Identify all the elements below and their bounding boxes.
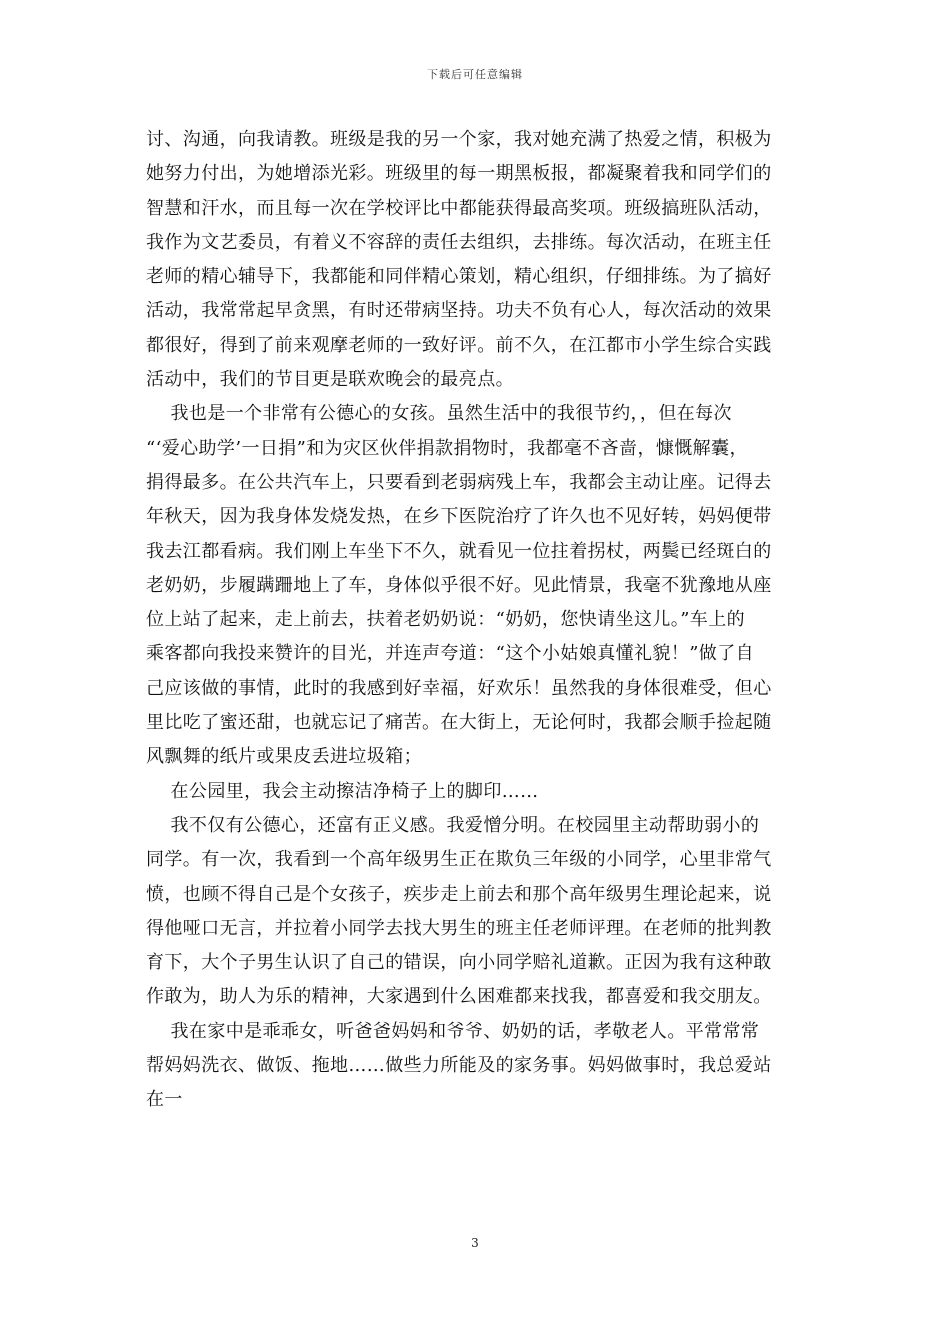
text-line: 活动，我常常起早贪黑，有时还带病坚持。功夫不负有心人，每次活动的效果 <box>146 300 772 322</box>
text-line: 育下，大个子男生认识了自己的错误，向小同学赔礼道歉。正因为我有这种敢 <box>146 952 772 974</box>
text-line: 捐得最多。在公共汽车上，只要看到老弱病残上车，我都会主动让座。记得去 <box>146 471 772 493</box>
text-line: 在公园里，我会主动擦洁净椅子上的脚印…… <box>146 780 539 802</box>
text-line: 活动中，我们的节目更是联欢晚会的最亮点。 <box>146 369 514 391</box>
text-line: 年秋天，因为我身体发烧发热，在乡下医院治疗了许久也不见好转，妈妈便带 <box>146 506 772 528</box>
text-line: 己应该做的事情，此时的我感到好幸福，好欢乐！虽然我的身体很难受，但心 <box>146 677 772 699</box>
text-line: 我不仅有公德心，还富有正义感。我爱憎分明。在校园里主动帮助弱小的 <box>146 814 760 836</box>
text-line: 讨、沟通，向我请教。班级是我的另一个家，我对她充满了热爱之情，积极为 <box>146 129 772 150</box>
text-line: 我在家中是乖乖女，听爸爸妈妈和爷爷、奶奶的话，孝敬老人。平常常常 <box>146 1020 760 1042</box>
text-line: 作敢为，助人为乐的精神，大家遇到什么困难都来找我，都喜爱和我交朋友。 <box>146 986 772 1008</box>
text-line: 得他哑口无言，并拉着小同学去找大男生的班主任老师评理。在老师的批判教 <box>146 917 772 939</box>
text-line: 帮妈妈洗衣、做饭、拖地……做些力所能及的家务事。妈妈做事时，我总爱站 <box>146 1055 772 1077</box>
text-line: 我去江都看病。我们刚上车坐下不久，就看见一位拄着拐杖，两鬓已经斑白的 <box>146 540 772 562</box>
text-line: 位上站了起来，走上前去，扶着老奶奶说：“奶奶，您快请坐这儿。”车上的 <box>146 609 746 631</box>
page-number: 3 <box>471 1236 479 1250</box>
body-text <box>146 123 810 1118</box>
text-line: 她努力付出，为她增添光彩。班级里的每一期黑板报，都凝聚着我和同学们的 <box>146 163 772 185</box>
text-line: 都很好，得到了前来观摩老师的一致好评。前不久，在江都市小学生综合实践 <box>146 334 772 356</box>
text-line: 老奶奶，步履蹒跚地上了车，身体似乎很不好。见此情景，我毫不犹豫地从座 <box>146 574 772 596</box>
text-line: 智慧和汗水，而且每一次在学校评比中都能获得最高奖项。班级搞班队活动， <box>146 197 772 219</box>
page-header: 下载后可任意编辑 <box>427 68 523 81</box>
text-line: 同学。有一次，我看到一个高年级男生正在欺负三年级的小同学，心里非常气 <box>146 849 772 871</box>
text-line: 里比吃了蜜还甜，也就忘记了痛苦。在大街上，无论何时，我都会顺手捡起随 <box>146 712 772 734</box>
text-line: 老师的精心辅导下，我都能和同伴精心策划，精心组织，仔细排练。为了搞好 <box>146 266 772 288</box>
text-line: 在一 <box>146 1089 183 1111</box>
document-body <box>146 123 810 1118</box>
text-line: 我作为文艺委员，有着义不容辞的责任去组织，去排练。每次活动，在班主任 <box>146 231 772 253</box>
text-line: “‘爱心助学’一日捐”和为灾区伙伴捐款捐物时，我都毫不吝啬，慷慨解囊， <box>146 437 748 459</box>
text-line: 乘客都向我投来赞许的目光，并连声夸道：“这个小姑娘真懂礼貌！”做了自 <box>146 643 755 665</box>
text-line: 愤，也顾不得自己是个女孩子，疾步走上前去和那个高年级男生理论起来，说 <box>146 883 772 905</box>
text-line: 我也是一个非常有公德心的女孩。虽然生活中的我很节约，，但在每次 <box>146 403 732 425</box>
text-line: 风飘舞的纸片或果皮丢进垃圾箱； <box>146 746 422 768</box>
